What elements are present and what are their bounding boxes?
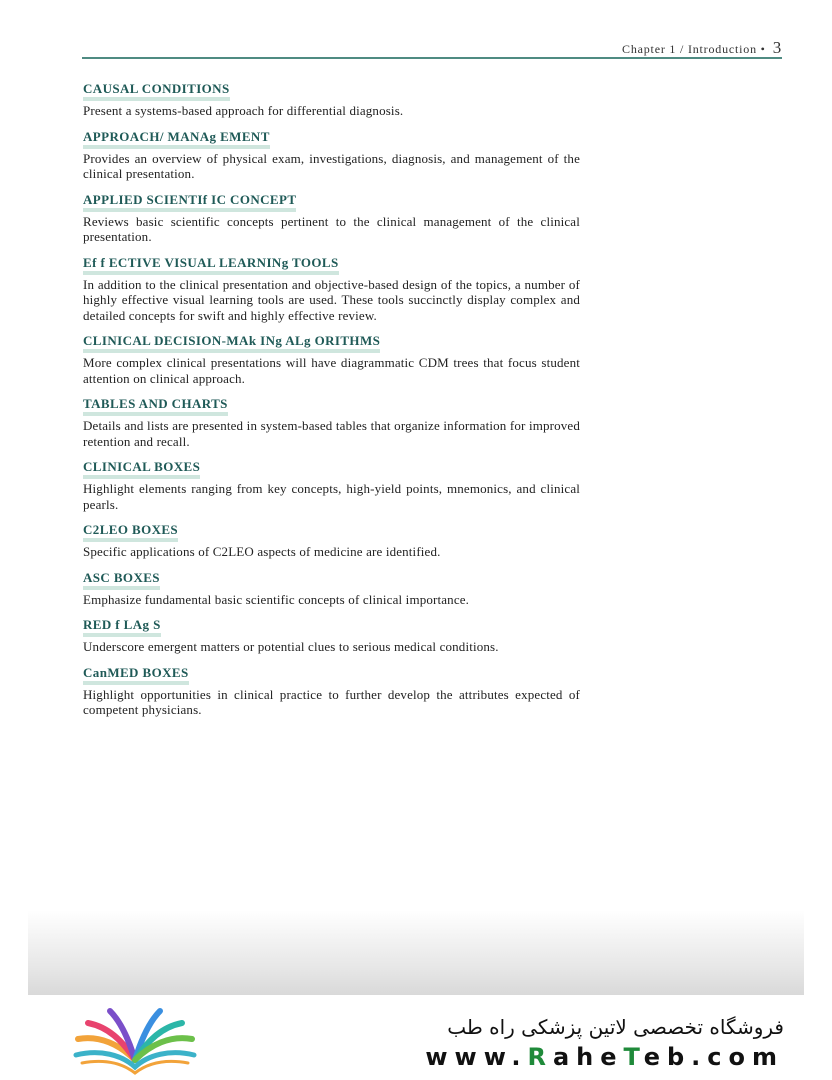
url-prefix: www.: [425, 1043, 528, 1071]
section-title: CLINICAL BOXES: [83, 459, 200, 479]
section-title: ASC BOXES: [83, 570, 160, 590]
section-title: TABLES AND CHARTS: [83, 396, 228, 416]
feature-list: [83, 80, 580, 727]
section-body: More complex clinical presentations will have diagrammatic CDM trees that focus student attention on clinical approach.: [83, 355, 580, 386]
section-body: Emphasize fundamental basic scientific concepts of clinical importance.: [83, 591, 470, 607]
section-approach-management: [83, 128, 580, 182]
section-body: Present a systems-based approach for differential diagnosis.: [83, 103, 404, 118]
store-url[interactable]: [425, 1043, 784, 1071]
section-visual-learning-tools: [83, 254, 580, 324]
store-name: فروشگاه تخصصی لاتین پزشکی راه طب: [447, 1015, 784, 1039]
section-causal-conditions: [83, 80, 580, 119]
section-body: Provides an overview of physical exam, investigations, diagnosis, and management of the clinical presentation.: [83, 150, 580, 181]
section-tables-and-charts: [83, 395, 580, 449]
url-suffix: eb.com: [643, 1043, 784, 1071]
section-canmed-boxes: [83, 664, 580, 718]
section-clinical-boxes: [83, 458, 580, 512]
header-rule: [82, 57, 782, 59]
section-body: Details and lists are presented in system-based tables that organize information for improved retention and recall.: [83, 418, 580, 449]
running-title: Chapter 1 / Introduction •: [622, 42, 766, 56]
section-body: In addition to the clinical presentation and objective-based design of the topics, a number of highly effective visual learning tools are used. These tools succinctly display complex and detailed concepts for swift and highly effective review.: [83, 276, 580, 323]
section-title: Ef f ECTIVE VISUAL LEARNINg TOOLS: [83, 255, 339, 275]
section-title: APPROACH/ MANAg EMENT: [83, 129, 270, 149]
section-applied-scientific-concept: [83, 191, 580, 245]
section-body: Reviews basic scientific concepts pertinent to the clinical management of the clinical presentation.: [83, 213, 580, 244]
section-asc-boxes: [83, 569, 580, 608]
section-body: Highlight opportunities in clinical practice to further develop the attributes expected of competent physicians.: [83, 686, 580, 717]
section-c2leo-boxes: [83, 521, 580, 560]
section-body: Specific applications of C2LEO aspects of medicine are identified.: [83, 544, 441, 559]
url-r: R: [527, 1043, 553, 1071]
page-shadow: [28, 910, 804, 995]
store-footer: [0, 995, 832, 1080]
section-title: CAUSAL CONDITIONS: [83, 81, 230, 101]
section-body: Highlight elements ranging from key concepts, high-yield points, mnemonics, and clinical pearls.: [83, 481, 580, 512]
url-t: T: [623, 1043, 644, 1071]
section-title: C2LEO BOXES: [83, 522, 178, 542]
section-body: Underscore emergent matters or potential clues to serious medical conditions.: [83, 639, 499, 654]
running-head: [622, 38, 782, 58]
section-title: APPLIED SCIENTIf IC CONCEPT: [83, 192, 296, 212]
page-number: 3: [772, 38, 782, 57]
url-mid: ahe: [552, 1043, 624, 1071]
section-title: CanMED BOXES: [83, 665, 189, 685]
section-title: RED f LAg S: [83, 617, 161, 637]
section-red-flags: [83, 616, 580, 655]
section-title: CLINICAL DECISION-MAk INg ALg ORITHMS: [83, 333, 380, 353]
section-cdm-algorithms: [83, 332, 580, 386]
book-logo-icon: [70, 1005, 200, 1075]
